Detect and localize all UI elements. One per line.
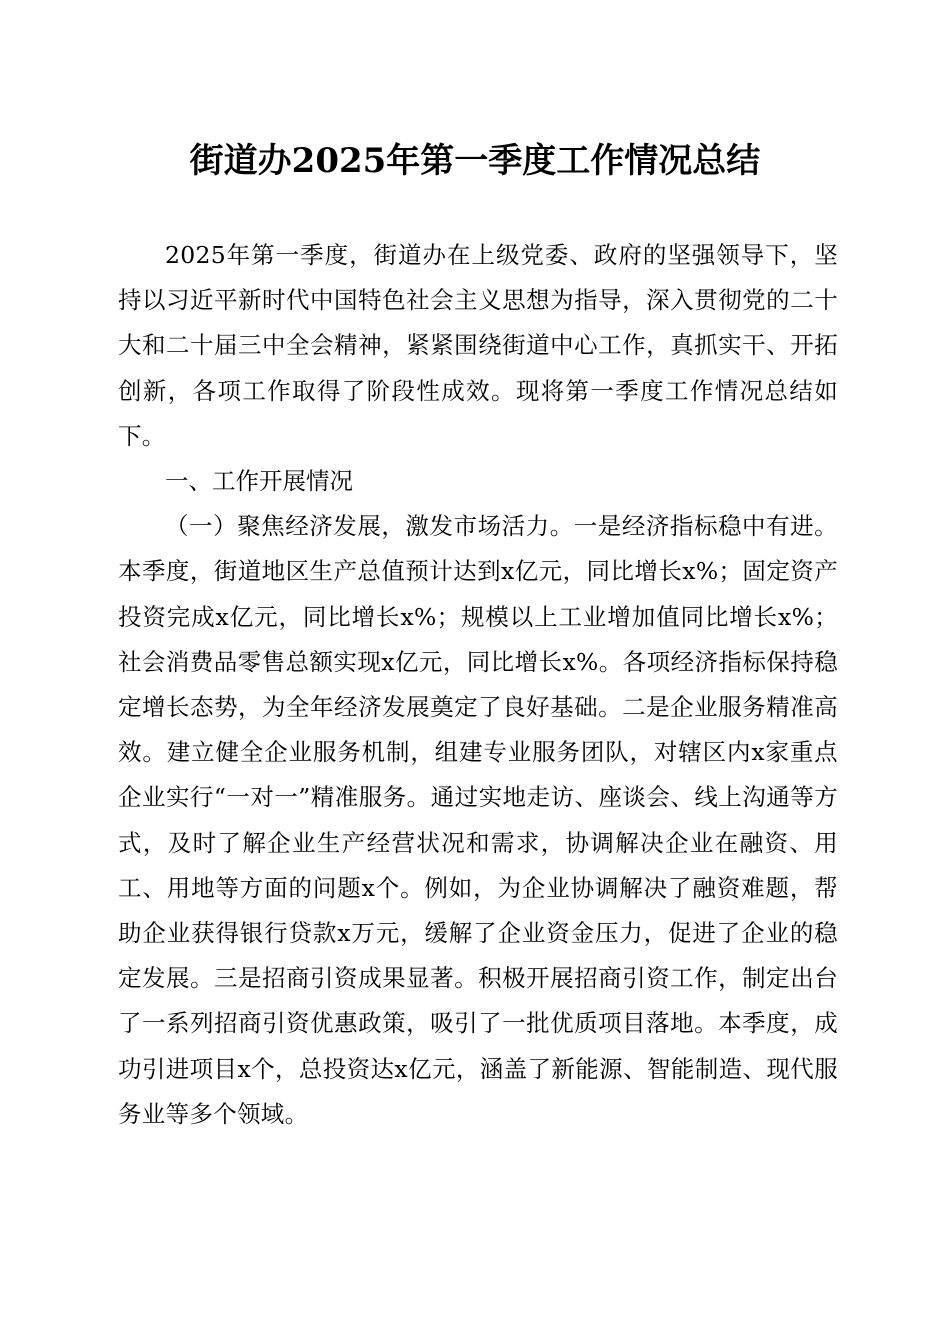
intro-paragraph: 2025年第一季度，街道办在上级党委、政府的坚强领导下，坚持以习近平新时代中国特色社会主义思想为指导，深入贯彻党的二十大和二十届三中全会精神，紧紧围绕街道中心工作，真抓实干、开拓创新，各项工作取得了阶段性成效。现将第一季度工作情况总结如下。 <box>118 241 838 450</box>
paragraph-subheading: （一）聚焦经济发展，激发市场活力。 <box>165 512 574 541</box>
document-body <box>118 233 838 1137</box>
section-paragraph <box>118 504 838 1137</box>
section-heading: 一、工作开展情况 <box>165 467 353 496</box>
document-title: 街道办2025年第一季度工作情况总结 <box>189 141 761 181</box>
paragraph-text: 一是经济指标稳中有进。本季度，街道地区生产总值预计达到x亿元，同比增长x%；固定资产投资完成x亿元，同比增长x%；规模以上工业增加值同比增长x%；社会消费品零售总额实现x亿元，同比增长x%。各项经济指标保持稳定增长态势，为全年经济发展奠定了良好基础。二是企业服务精准高效。建立健全企业服务机制，组建专业服务团队，对辖区内x家重点企业实行“一对一”精准服务。通过实地走访、座谈会、线上沟通等方式，及时了解企业生产经营状况和需求，协调解决企业在融资、用工、用地等方面的问题x个。例如，为企业协调解决了融资难题，帮助企业获得银行贷款x万元，缓解了企业资金压力，促进了企业的稳定发展。三是招商引资成果显著。积极开展招商引资工作，制定出台了一系列招商引资优惠政策，吸引了一批优质项目落地。本季度，成功引进项目x个，总投资达x亿元，涵盖了新能源、智能制造、现代服务业等多个领域。 <box>118 512 838 1128</box>
